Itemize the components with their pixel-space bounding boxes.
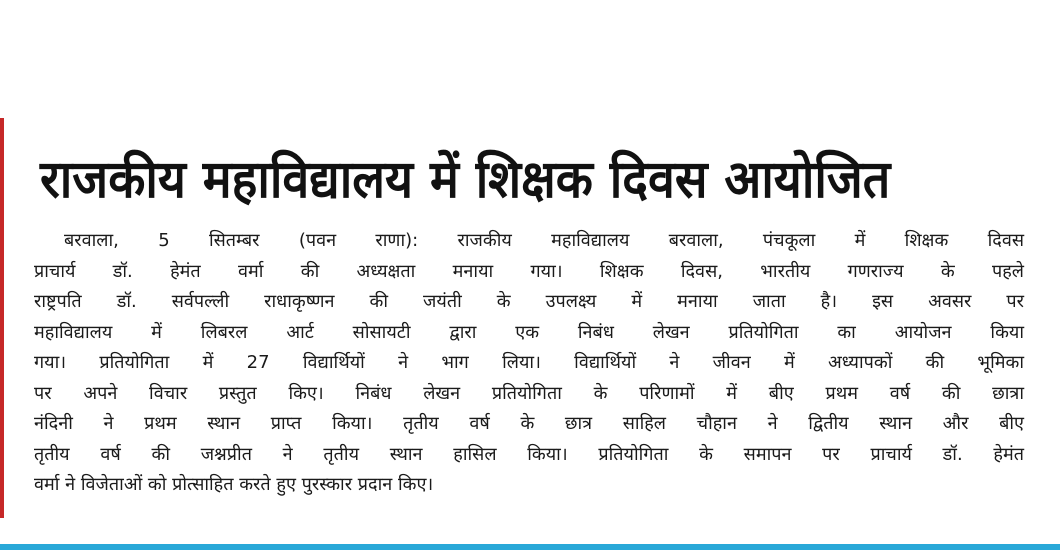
left-color-edge	[0, 118, 4, 518]
headline: राजकीय महाविद्यालय में शिक्षक दिवस आयोजित	[40, 150, 891, 210]
story-body	[34, 226, 1024, 501]
story-line: गया। प्रतियोगिता में 27 विद्यार्थियों ने भाग लिया। विद्यार्थियों ने जीवन में अध्यापकों की भूमिका	[34, 352, 1024, 373]
story-line: महाविद्यालय में लिबरल आर्ट सोसायटी द्वारा एक निबंध लेखन प्रतियोगिता का आयोजन किया	[34, 321, 1024, 343]
story-line: तृतीय वर्ष की जश्नप्रीत ने तृतीय स्थान हासिल किया। प्रतियोगिता के समापन पर प्राचार्य डॉ. हेमंत	[34, 443, 1024, 465]
story-line: पर अपने विचार प्रस्तुत किए। निबंध लेखन प्रतियोगिता के परिणामों में बीए प्रथम वर्ष की छात्रा	[34, 382, 1024, 404]
story-line: बरवाला, 5 सितम्बर (पवन राणा): राजकीय महाविद्यालय बरवाला, पंचकूला में शिक्षक दिवस	[64, 230, 1024, 251]
story-line: राष्ट्रपति डॉ. सर्वपल्ली राधाकृष्णन की जयंती के उपलक्ष्य में मनाया जाता है। इस अवसर पर	[34, 291, 1024, 312]
story-line: प्राचार्य डॉ. हेमंत वर्मा की अध्यक्षता मनाया गया। शिक्षक दिवस, भारतीय गणराज्य के पहले	[34, 260, 1024, 282]
bottom-rule	[0, 544, 1060, 550]
story-line: नंदिनी ने प्रथम स्थान प्राप्त किया। तृतीय वर्ष के छात्र साहिल चौहान ने द्वितीय स्थान और बीए	[34, 413, 1024, 434]
story-line: वर्मा ने विजेताओं को प्रोत्साहित करते हुए पुरस्कार प्रदान किए।	[34, 474, 434, 495]
